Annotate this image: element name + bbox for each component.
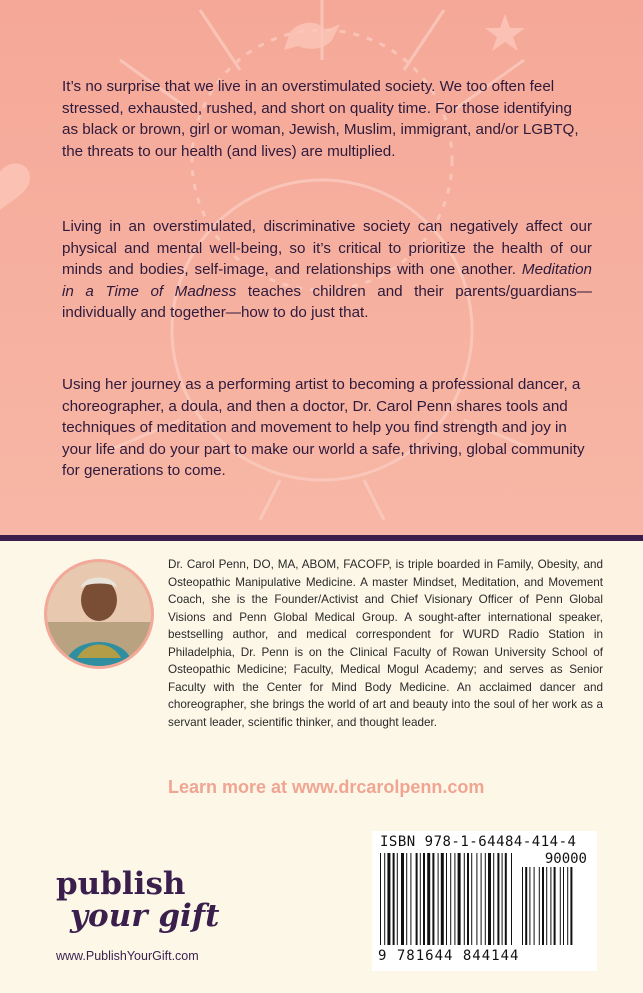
publisher-website[interactable]: www.PublishYourGift.com — [56, 949, 199, 963]
blurb-paragraph-2 — [62, 216, 592, 324]
blurb-paragraph-3: Using her journey as a performing artist to becoming a professional dancer, a choreographer, a doula, and then a doctor, Dr. Carol Penn shares tools and techniques of meditation and movement to help you find strength and joy in your life and do your part to make our world a safe, thriving, global community for generations to come. — [62, 376, 585, 480]
author-photo — [44, 559, 154, 669]
author-section — [0, 541, 643, 993]
heart-icon — [0, 163, 30, 210]
blurb-paragraph-1: It’s no surprise that we live in an overstimulated society. We too often feel stressed, exhausted, rushed, and short on quality time. For those identifying as black or brown, girl or woman, Jewish, Muslim, immigrant, and/or LGBTQ, the threats to our health (and lives) are multiplied. — [62, 78, 579, 160]
blurb-paragraph-2-end: teaches children and their parents/guardians—individually and together—how to do just that. — [62, 282, 592, 322]
star-icon — [485, 14, 525, 51]
publisher-logo-line-2: your gift — [70, 898, 220, 934]
barcode-bars — [380, 853, 590, 947]
isbn-barcode — [372, 831, 597, 971]
author-website-link[interactable]: Learn more at www.drcarolpenn.com — [168, 777, 485, 797]
blurb-paragraph-2-start: Living in an overstimulated, discriminative society can negatively affect our physical and mental well-being, so it’s critical to prioritize the health of our minds and bodies, self-image, and relationships with one another. — [62, 218, 592, 279]
publisher-logo-line-1: publish — [56, 866, 186, 902]
isbn-number: ISBN 978-1-64484-414-4 — [380, 834, 577, 850]
book-title: Meditation in a Time of Madness — [62, 261, 592, 300]
author-bio: Dr. Carol Penn, DO, MA, ABOM, FACOFP, is triple boarded in Family, Obesity, and Osteopathic Manipulative Medicine. A master Mindset, Meditation, and Movement Coach, she is the Founder/Activist and Chief Visionary Officer of Penn Global Visions and Penn Global Medical Group. A sought-after international speaker, bestselling author, and medical correspondent for WURD Radio Station in Philadelphia, Dr. Penn is on the Clinical Faculty of Rowan University School of Osteopathic Medicine; Faculty, Medical Mogul Academy; and serves as Senior Faculty with the Center for Mind Body Medicine. An acclaimed dancer and choreographer, she brings the world of art and beauty into the soul of her work as a servant leader, scientific thinker, and thought leader. — [168, 558, 603, 729]
price-code: 90000 — [544, 851, 587, 867]
dove-icon — [284, 23, 340, 50]
ean-number: 9 781644 844144 — [378, 948, 520, 964]
